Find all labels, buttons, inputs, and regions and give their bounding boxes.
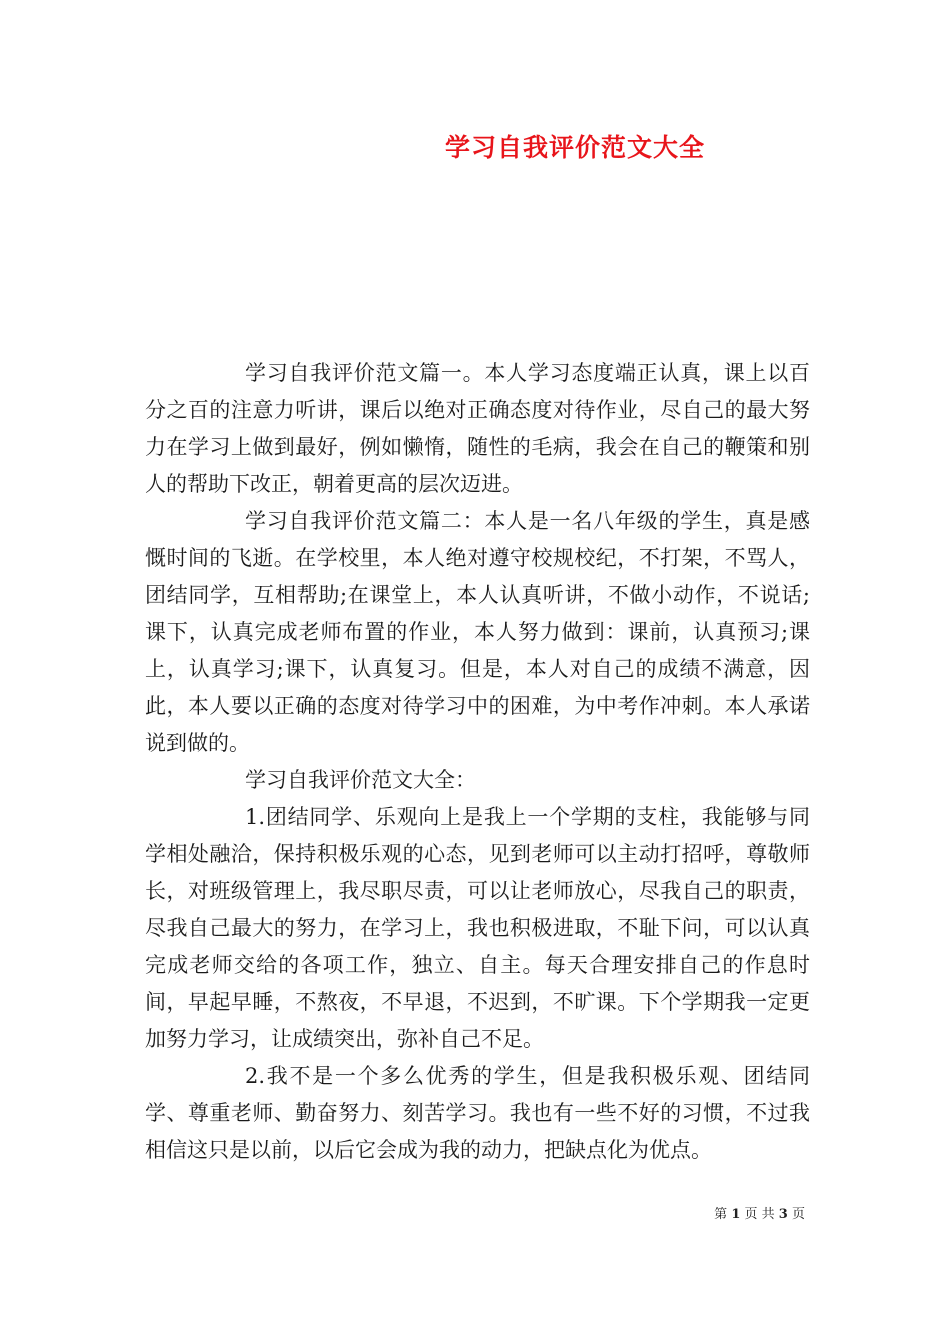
footer-middle: 页 共 [744,1207,775,1222]
footer-suffix: 页 [791,1207,805,1222]
document-body [145,355,810,1169]
footer-page-number: 1 [731,1207,741,1222]
paragraph-5: 2.我不是一个多么优秀的学生，但是我积极乐观、团结同学、尊重老师、勤奋努力、刻苦学习。我也有一些不好的习惯，不过我相信这只是以前，以后它会成为我的动力，把缺点化为优点。 [145,1064,810,1162]
footer-total-pages: 3 [778,1207,788,1222]
paragraph-3: 学习自我评价范文大全： [245,768,476,792]
paragraph-1: 学习自我评价范文篇一。本人学习态度端正认真，课上以百分之百的注意力听讲，课后以绝对正确态度对待作业，尽自己的最大努力在学习上做到最好，例如懒惰，随性的毛病，我会在自己的鞭策和别人的帮助下改正，朝着更高的层次迈进。 [145,361,810,496]
document-title: 学习自我评价范文大全 [444,133,705,162]
footer-prefix: 第 [714,1207,728,1222]
paragraph-4: 1.团结同学、乐观向上是我上一个学期的支柱，我能够与同学相处融洽，保持积极乐观的心态，见到老师可以主动打招呼，尊敬师长，对班级管理上，我尽职尽责，可以让老师放心，尽我自己的职责，尽我自己最大的努力，在学习上，我也积极进取，不耻下问，可以认真完成老师交给的各项工作，独立、自主。每天合理安排自己的作息时间，早起早睡，不熬夜，不早退，不迟到，不旷课。下个学期我一定更加努力学习，让成绩突出，弥补自己不足。 [145,805,810,1051]
paragraph-2: 学习自我评价范文篇二：本人是一名八年级的学生，真是感慨时间的飞逝。在学校里，本人绝对遵守校规校纪，不打架，不骂人，团结同学，互相帮助;在课堂上，本人认真听讲，不做小动作，不说话;课下，认真完成老师布置的作业，本人努力做到：课前，认真预习;课上，认真学习;课下，认真复习。但是，本人对自己的成绩不满意，因此，本人要以正确的态度对待学习中的困难，为中考作冲刺。本人承诺说到做的。 [145,509,810,755]
page-footer [714,1203,805,1222]
